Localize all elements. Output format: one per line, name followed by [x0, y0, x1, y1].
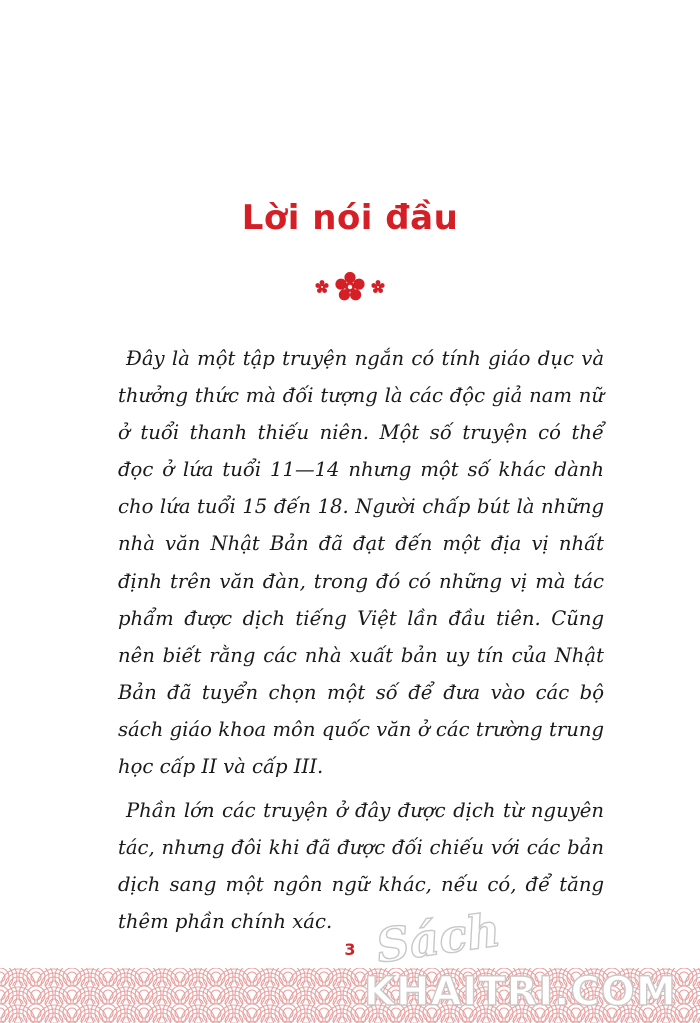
- watermark-logo: [356, 895, 700, 1023]
- preface-body: [118, 340, 604, 948]
- page-number: 3: [344, 940, 356, 959]
- paragraph: Đây là một tập truyện ngắn có tính giáo dục và thưởng thức mà đối tượng là các độc giả nam nữ ở tuổi thanh thiếu niên. Một số truyện có thể đọc ở lứa tuổi 11—14 nhưng một số khác dành cho lứa tuổi 15 đến 18. Người chấp bút là những nhà văn Nhật Bản đã đạt đến một địa vị nhất định trên văn đàn, trong đó có những vị mà tác phẩm được dịch tiếng Việt lần đầu tiên. Cũng nên biết rằng các nhà xuất bản uy tín của Nhật Bản đã tuyển chọn một số để đưa vào các bộ sách giáo khoa môn quốc văn ở các trường trung học cấp II và cấp III.: [118, 347, 604, 779]
- paragraph: Phần lớn các truyện ở đây được dịch từ nguyên tác, nhưng đôi khi đã được đối chiếu với các bản dịch sang một ngôn ngữ khác, nếu có, để tăng thêm phần chính xác.: [118, 799, 604, 934]
- page-title: Lời nói đầu: [241, 198, 459, 238]
- flower-ornament-icon: [312, 272, 388, 302]
- watermark-brand-text: KHAITRI.COM: [364, 969, 677, 1015]
- watermark-script-text: Sách: [372, 902, 504, 974]
